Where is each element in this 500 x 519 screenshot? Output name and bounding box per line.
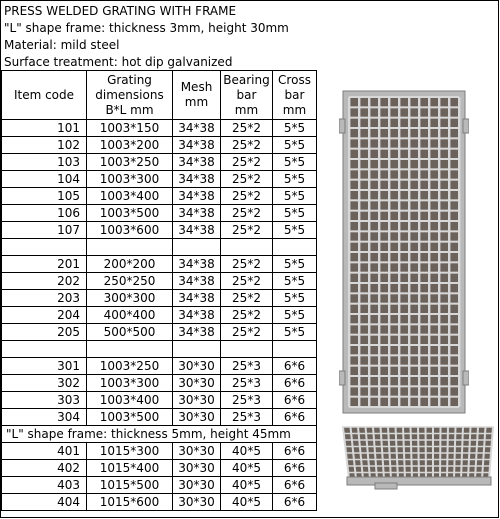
mesh-cell: 34*38 xyxy=(173,205,221,222)
mesh-cell: 30*30 xyxy=(173,392,221,409)
mesh-cell: 30*30 xyxy=(173,443,221,460)
dimension-cell: 1003*150 xyxy=(87,120,173,137)
table-row xyxy=(2,222,317,239)
cross-bar-cell: 5*5 xyxy=(273,188,317,205)
table-row xyxy=(2,171,317,188)
table-row xyxy=(2,120,317,137)
table-row xyxy=(2,137,317,154)
item-code-cell: 205 xyxy=(2,324,87,341)
empty-cell xyxy=(2,239,87,256)
mesh-cell: 34*38 xyxy=(173,222,221,239)
dimension-cell: 1015*500 xyxy=(87,477,173,494)
dimension-cell: 500*500 xyxy=(87,324,173,341)
empty-cell xyxy=(173,239,221,256)
material-line: Material: mild steel xyxy=(4,38,120,52)
mesh-cell: 34*38 xyxy=(173,324,221,341)
bearing-bar-cell: 25*2 xyxy=(221,290,273,307)
table-row xyxy=(2,188,317,205)
bearing-bar-cell: 25*2 xyxy=(221,154,273,171)
header-cross-bar: Cross bar mm xyxy=(273,71,317,120)
mesh-cell: 34*38 xyxy=(173,290,221,307)
mesh-cell: 30*30 xyxy=(173,477,221,494)
dimension-cell: 1015*400 xyxy=(87,460,173,477)
dimension-cell: 1003*400 xyxy=(87,392,173,409)
dimension-cell: 200*200 xyxy=(87,256,173,273)
bearing-bar-cell: 25*2 xyxy=(221,171,273,188)
table-row xyxy=(2,460,317,477)
table-row xyxy=(2,273,317,290)
cross-bar-cell: 6*6 xyxy=(273,494,317,511)
mesh-cell: 34*38 xyxy=(173,120,221,137)
item-code-cell: 301 xyxy=(2,358,87,375)
mesh-cell: 30*30 xyxy=(173,358,221,375)
empty-cell xyxy=(87,239,173,256)
mesh-cell: 34*38 xyxy=(173,171,221,188)
mesh-cell: 34*38 xyxy=(173,273,221,290)
dimension-cell: 1003*200 xyxy=(87,137,173,154)
grating-photo-large xyxy=(339,89,469,415)
dimension-cell: 1003*250 xyxy=(87,358,173,375)
item-code-cell: 102 xyxy=(2,137,87,154)
dimension-cell: 1003*300 xyxy=(87,375,173,392)
surface-treatment-line: Surface treatment: hot dip galvanized xyxy=(4,55,233,69)
cross-bar-cell: 5*5 xyxy=(273,137,317,154)
table-row xyxy=(2,154,317,171)
cross-bar-cell: 5*5 xyxy=(273,307,317,324)
cross-bar-cell: 6*6 xyxy=(273,392,317,409)
mesh-cell: 34*38 xyxy=(173,256,221,273)
empty-cell xyxy=(221,341,273,358)
bearing-bar-cell: 25*2 xyxy=(221,273,273,290)
table-row xyxy=(2,307,317,324)
table-row xyxy=(2,477,317,494)
dimension-cell: 400*400 xyxy=(87,307,173,324)
table-row xyxy=(2,256,317,273)
cross-bar-cell: 5*5 xyxy=(273,290,317,307)
table-row xyxy=(2,443,317,460)
item-code-cell: 201 xyxy=(2,256,87,273)
grating-spec-table xyxy=(1,70,317,511)
dimension-cell: 1015*300 xyxy=(87,443,173,460)
bearing-bar-cell: 40*5 xyxy=(221,443,273,460)
item-code-cell: 203 xyxy=(2,290,87,307)
bearing-bar-cell: 25*2 xyxy=(221,205,273,222)
bearing-bar-cell: 25*2 xyxy=(221,188,273,205)
table-row xyxy=(2,409,317,426)
cross-bar-cell: 6*6 xyxy=(273,375,317,392)
item-code-cell: 302 xyxy=(2,375,87,392)
dimension-cell: 250*250 xyxy=(87,273,173,290)
spacer-row xyxy=(2,239,317,256)
bearing-bar-cell: 40*5 xyxy=(221,477,273,494)
item-code-cell: 107 xyxy=(2,222,87,239)
dimension-cell: 1003*600 xyxy=(87,222,173,239)
dimension-cell: 1003*500 xyxy=(87,409,173,426)
cross-bar-cell: 5*5 xyxy=(273,324,317,341)
table-row xyxy=(2,205,317,222)
bearing-bar-cell: 25*3 xyxy=(221,409,273,426)
table-header-row xyxy=(2,71,317,120)
table-row xyxy=(2,358,317,375)
mesh-cell: 34*38 xyxy=(173,154,221,171)
cross-bar-cell: 6*6 xyxy=(273,409,317,426)
header-item-code: Item code xyxy=(2,71,87,120)
dimension-cell: 1003*250 xyxy=(87,154,173,171)
spacer-row xyxy=(2,341,317,358)
item-code-cell: 304 xyxy=(2,409,87,426)
bearing-bar-cell: 25*2 xyxy=(221,120,273,137)
bearing-bar-cell: 25*2 xyxy=(221,256,273,273)
item-code-cell: 105 xyxy=(2,188,87,205)
bearing-bar-cell: 40*5 xyxy=(221,494,273,511)
cross-bar-cell: 5*5 xyxy=(273,256,317,273)
item-code-cell: 401 xyxy=(2,443,87,460)
mesh-cell: 34*38 xyxy=(173,137,221,154)
item-code-cell: 104 xyxy=(2,171,87,188)
cross-bar-cell: 6*6 xyxy=(273,443,317,460)
bearing-bar-cell: 25*3 xyxy=(221,375,273,392)
item-code-cell: 403 xyxy=(2,477,87,494)
bearing-bar-cell: 25*2 xyxy=(221,137,273,154)
item-code-cell: 402 xyxy=(2,460,87,477)
mesh-cell: 30*30 xyxy=(173,460,221,477)
table-row xyxy=(2,290,317,307)
bearing-bar-cell: 25*2 xyxy=(221,307,273,324)
cross-bar-cell: 6*6 xyxy=(273,460,317,477)
frame-spec: "L" shape frame: thickness 3mm, height 30mm xyxy=(4,21,289,35)
header-bearing-bar: Bearing bar mm xyxy=(221,71,273,120)
bearing-bar-cell: 25*3 xyxy=(221,358,273,375)
dimension-cell: 1003*300 xyxy=(87,171,173,188)
cross-bar-cell: 5*5 xyxy=(273,222,317,239)
dimension-cell: 1003*400 xyxy=(87,188,173,205)
empty-cell xyxy=(2,341,87,358)
dimension-cell: 300*300 xyxy=(87,290,173,307)
bearing-bar-cell: 25*2 xyxy=(221,324,273,341)
sheet-title: PRESS WELDED GRATING WITH FRAME xyxy=(4,4,237,18)
mesh-cell: 34*38 xyxy=(173,188,221,205)
item-code-cell: 202 xyxy=(2,273,87,290)
cross-bar-cell: 5*5 xyxy=(273,273,317,290)
table-row xyxy=(2,494,317,511)
mesh-cell: 30*30 xyxy=(173,375,221,392)
frame-spec-2: "L" shape frame: thickness 5mm, height 45mm xyxy=(2,426,317,443)
cross-bar-cell: 5*5 xyxy=(273,120,317,137)
empty-cell xyxy=(273,239,317,256)
item-code-cell: 103 xyxy=(2,154,87,171)
empty-cell xyxy=(87,341,173,358)
empty-cell xyxy=(221,239,273,256)
item-code-cell: 303 xyxy=(2,392,87,409)
cross-bar-cell: 5*5 xyxy=(273,171,317,188)
bearing-bar-cell: 25*3 xyxy=(221,392,273,409)
cross-bar-cell: 5*5 xyxy=(273,205,317,222)
table-row xyxy=(2,392,317,409)
mesh-cell: 34*38 xyxy=(173,307,221,324)
cross-bar-cell: 6*6 xyxy=(273,358,317,375)
item-code-cell: 204 xyxy=(2,307,87,324)
item-code-cell: 106 xyxy=(2,205,87,222)
mesh-cell: 30*30 xyxy=(173,409,221,426)
empty-cell xyxy=(173,341,221,358)
table-row xyxy=(2,375,317,392)
header-block xyxy=(4,3,334,71)
cross-bar-cell: 6*6 xyxy=(273,477,317,494)
item-code-cell: 404 xyxy=(2,494,87,511)
grating-photo-small xyxy=(339,421,497,491)
header-mesh: Mesh mm xyxy=(173,71,221,120)
cross-bar-cell: 5*5 xyxy=(273,154,317,171)
mesh-cell: 30*30 xyxy=(173,494,221,511)
item-code-cell: 101 xyxy=(2,120,87,137)
header-grating-dimensions: Grating dimensions B*L mm xyxy=(87,71,173,120)
dimension-cell: 1003*500 xyxy=(87,205,173,222)
table-row xyxy=(2,324,317,341)
frame-spec-row xyxy=(2,426,317,443)
dimension-cell: 1015*600 xyxy=(87,494,173,511)
bearing-bar-cell: 40*5 xyxy=(221,460,273,477)
bearing-bar-cell: 25*2 xyxy=(221,222,273,239)
empty-cell xyxy=(273,341,317,358)
